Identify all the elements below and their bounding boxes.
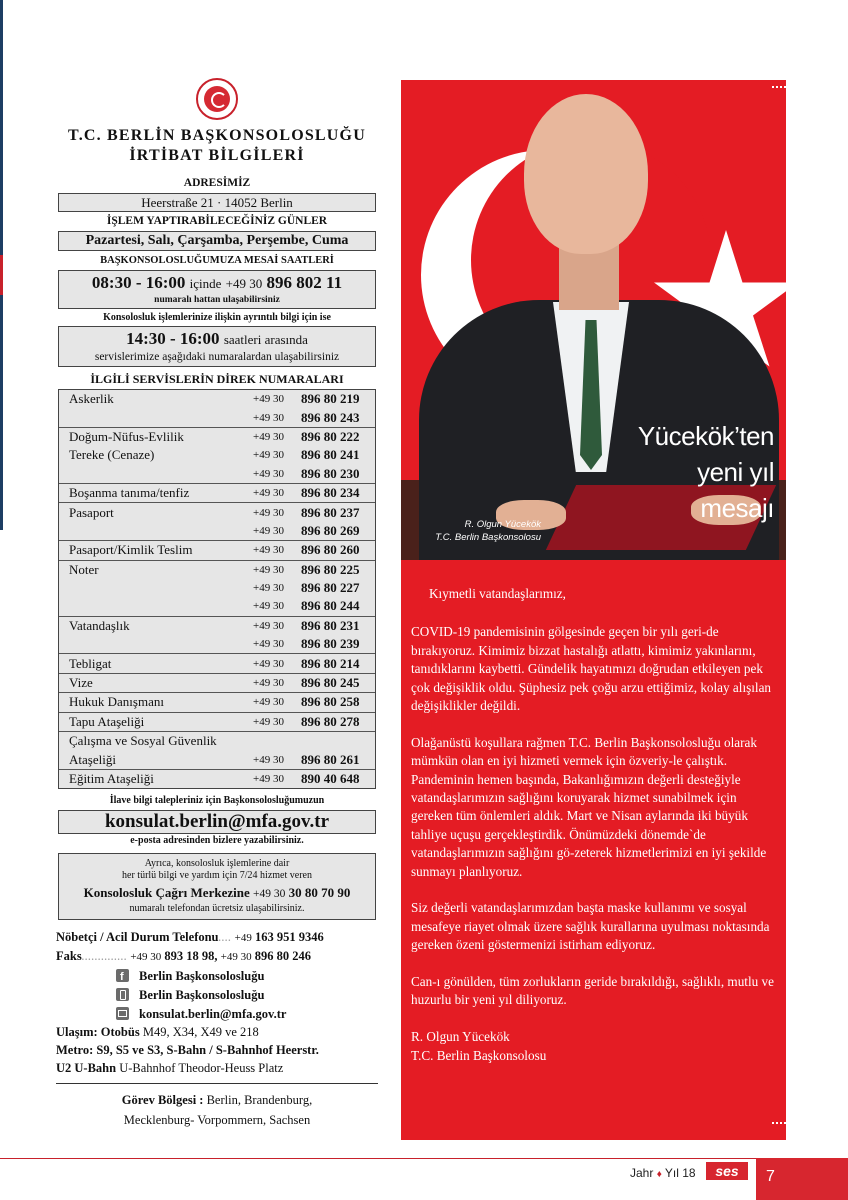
service-prefix: +49 30 xyxy=(253,677,284,690)
service-number[interactable]: 896 80 227 xyxy=(301,580,360,596)
letter-paragraph-1: COVID-19 pandemisinin gölgesinde geçen bir yılı geri-de bırakıyoruz. Kimimiz bizzat hastalığı atlattı, kimimiz yakınlarını, tanıdıklarını kaybetti. Gündelik hayatımızı doğrudan etkileyen pek çok değişiklik oldu. Şüphesiz pek çoğu arzu ettiğimiz, kolay alışılan değişiklikler değildi. xyxy=(411,624,772,714)
service-row xyxy=(69,484,373,502)
transit-block xyxy=(56,1023,378,1077)
service-prefix: +49 30 xyxy=(253,657,284,670)
address-value: Heerstraße 21 · 14052 Berlin xyxy=(141,195,293,210)
service-row xyxy=(69,732,373,750)
service-prefix: +49 30 xyxy=(253,430,284,443)
mobile-label[interactable]: Berlin Başkonsolosluğu xyxy=(139,987,265,1002)
fax-phone-2[interactable]: 896 80 246 xyxy=(254,949,312,964)
call-note: numaralı telefondan ücretsiz ulaşabilirsiniz. xyxy=(129,903,305,915)
letter-paragraph-2: Olağanüstü koşullara rağmen T.C. Berlin Başkonsolosluğu olarak mümkün olan en iyi hizmeti vermek için özveriy-le çalıştık. Pandeminin hemen başında, Bakanlığımızın değerli desteğiyle vatandaşlarımızın sağlığını koruyarak hizmet sunabilmek için gereken tüm önlemleri aldık. Mart ve Nisan aylarında iki büyük tahliye uçuşu gerçekleştirdik. Önümüzdeki dönemde`de vatandaşlarımızın sağlığını gö-zeterek hizmetlerimizi en iyi şekilde sunmayı planlıyoruz. xyxy=(411,734,767,879)
service-prefix: +49 30 xyxy=(253,524,284,537)
service-group xyxy=(59,390,375,428)
call-center-name: Konsolosluk Çağrı Merkezine xyxy=(83,885,250,901)
days-label: İŞLEM YAPTIRABİLECEĞİNİZ GÜNLER xyxy=(106,215,328,227)
service-number[interactable]: 896 80 225 xyxy=(301,561,360,577)
days-value: Pazartesi, Salı, Çarşamba, Perşembe, Cuma xyxy=(85,233,349,248)
service-group xyxy=(59,654,375,673)
fax-prefix-1: +49 30 xyxy=(130,951,162,964)
letter-body xyxy=(411,585,776,1065)
letter-signature-name: R. Olgun Yücekök xyxy=(411,1029,510,1045)
fax-label: Faks xyxy=(56,949,82,964)
footer-rule xyxy=(0,1158,848,1159)
detail-time: 14:30 - 16:00 xyxy=(126,329,220,348)
service-row xyxy=(69,635,373,653)
service-row xyxy=(69,561,373,579)
service-group xyxy=(59,693,375,712)
contact-info-column xyxy=(56,78,378,1130)
service-number[interactable]: 896 80 214 xyxy=(301,655,360,671)
service-group xyxy=(59,541,375,560)
envelope-icon xyxy=(116,1007,129,1020)
service-number[interactable]: 896 80 278 xyxy=(301,713,360,729)
fax-phone-1[interactable]: 893 18 98, xyxy=(164,949,218,964)
service-name: Doğum-Nüfus-Evlilik xyxy=(69,428,184,444)
service-row xyxy=(69,390,373,408)
hours-phone: 896 802 11 xyxy=(266,273,343,292)
emergency-dots: .... xyxy=(218,933,232,944)
service-prefix: +49 30 xyxy=(253,411,284,424)
email-row[interactable] xyxy=(56,1004,378,1023)
service-group xyxy=(59,617,375,655)
service-number[interactable]: 896 80 230 xyxy=(301,465,360,481)
hours-time: 08:30 - 16:00 xyxy=(91,273,186,292)
emergency-phone[interactable]: 163 951 9346 xyxy=(254,930,324,945)
service-prefix: +49 30 xyxy=(253,773,284,785)
service-group xyxy=(59,674,375,693)
service-group xyxy=(59,713,375,732)
service-row xyxy=(69,408,373,426)
transit-bus-label: Ulaşım: Otobüs xyxy=(56,1025,140,1040)
service-row xyxy=(69,597,373,615)
service-row xyxy=(69,503,373,521)
detail-box xyxy=(58,326,376,367)
service-number[interactable]: 896 80 245 xyxy=(301,675,360,691)
email-intro: İlave bilgi talepleriniz için Başkonsolosluğumuzun xyxy=(109,795,325,807)
address-box xyxy=(58,193,376,212)
service-row xyxy=(69,750,373,768)
transit-ubahn-stop: U-Bahnhof Theodor-Heuss Platz xyxy=(116,1061,284,1076)
service-name: Pasaport xyxy=(69,504,114,520)
transit-metro-label: Metro: xyxy=(56,1043,94,1058)
emergency-prefix: +49 xyxy=(234,932,252,945)
service-row xyxy=(69,579,373,597)
service-prefix: +49 30 xyxy=(253,582,284,595)
service-prefix: +49 30 xyxy=(253,600,284,613)
service-number[interactable]: 896 80 237 xyxy=(301,504,360,520)
service-row xyxy=(69,770,373,788)
caption-title: T.C. Berlin Başkonsolosu xyxy=(435,532,541,543)
service-row xyxy=(69,428,373,446)
service-name: Boşanma tanıma/tenfiz xyxy=(69,485,190,501)
call-line-1: Ayrıca, konsolosluk işlemlerine dair xyxy=(144,858,290,870)
headline-line-2: yeni yıl xyxy=(697,457,774,487)
service-row xyxy=(69,617,373,635)
transit-metro-lines: S9, S5 ve S3, S-Bahn / S-Bahnhof Heerstr. xyxy=(93,1043,319,1058)
service-name: Eğitim Ataşeliği xyxy=(69,771,154,786)
service-name: Çalışma ve Sosyal Güvenlik xyxy=(69,733,217,749)
letter-paragraph-3: Siz değerli vatandaşlarımızdan başta maske kullanımı ve sosyal mesafeye riayet olmak üzere sağlık kurallarına uyulması noktasında gereken özeni göstermenizi istirham ediyoruz. xyxy=(411,900,770,953)
service-number[interactable]: 896 80 258 xyxy=(301,694,360,710)
call-line-2: her türlü bilgi ve yardım için 7/24 hizmet veren xyxy=(122,870,312,882)
service-prefix: +49 30 xyxy=(253,449,284,462)
mobile-row[interactable] xyxy=(56,985,378,1004)
footer-bullet: ♦ xyxy=(656,1169,662,1180)
facebook-label[interactable]: Berlin Başkonsolosluğu xyxy=(139,968,265,983)
service-prefix: +49 30 xyxy=(253,467,284,480)
service-number[interactable]: 896 80 234 xyxy=(301,485,360,501)
service-number[interactable]: 896 80 222 xyxy=(301,428,360,444)
letter-signature-title: T.C. Berlin Başkonsolosu xyxy=(411,1047,547,1063)
ses-logo: ses xyxy=(706,1162,748,1180)
service-prefix: +49 30 xyxy=(253,715,284,728)
service-row xyxy=(69,693,373,711)
service-row xyxy=(69,522,373,540)
caption-name: R. Olgun Yücekök xyxy=(464,519,541,530)
service-name: Hukuk Danışmanı xyxy=(69,694,164,710)
service-name: Tebligat xyxy=(69,655,112,671)
hours-note: numaralı hattan ulaşabilirsiniz xyxy=(154,295,280,305)
service-prefix: +49 30 xyxy=(253,563,284,576)
email-box[interactable] xyxy=(58,810,376,834)
transit-bus-lines: M49, X34, X49 ve 218 xyxy=(139,1025,259,1040)
service-number[interactable]: 896 80 260 xyxy=(301,542,360,558)
consul-photo xyxy=(401,80,786,560)
contacts-block xyxy=(56,928,378,1023)
service-prefix: +49 30 xyxy=(253,506,284,519)
service-number[interactable]: 896 80 231 xyxy=(301,617,360,633)
call-phone[interactable]: 30 80 70 90 xyxy=(288,885,351,901)
service-row xyxy=(69,541,373,559)
title-line-2: İRTİBAT BİLGİLERİ xyxy=(129,147,305,164)
service-number[interactable]: 896 80 219 xyxy=(301,391,360,407)
letter-greeting: Kıymetli vatandaşlarımız, xyxy=(429,586,566,601)
hours-prefix: +49 30 xyxy=(225,276,263,291)
facebook-row[interactable] xyxy=(56,966,378,985)
service-group xyxy=(59,732,375,770)
service-name: Askerlik xyxy=(69,391,114,407)
hours-box xyxy=(58,270,376,309)
service-number[interactable]: 896 80 243 xyxy=(301,409,360,425)
headline-line-1: Yücekök’ten xyxy=(637,421,774,451)
service-row xyxy=(69,674,373,692)
service-group xyxy=(59,561,375,617)
fax-prefix-2: +49 30 xyxy=(220,951,252,964)
transit-ubahn-label: U2 U-Bahn xyxy=(56,1061,117,1076)
feature-panel xyxy=(401,80,786,1140)
service-prefix: +49 30 xyxy=(253,487,284,500)
email-note: e-posta adresinden bizlere yazabilirsiniz. xyxy=(130,835,304,847)
detail-intro: Konsolosluk işlemlerinize ilişkin ayrıntılı bilgi için ise xyxy=(103,312,331,323)
emergency-label: Nöbetçi / Acil Durum Telefonu xyxy=(56,930,219,945)
service-name: Vatandaşlık xyxy=(69,617,130,633)
letter-paragraph-4: Can-ı gönülden, tüm zorlukların geride bırakıldığı, sağlıklı, mutlu ve huzurlu bir yeni yıl diliyoruz. xyxy=(411,974,774,1008)
service-prefix: +49 30 xyxy=(253,753,284,766)
service-prefix: +49 30 xyxy=(253,696,284,709)
fax-dots: .............. xyxy=(81,952,128,963)
service-name: Ataşeliği xyxy=(69,751,116,767)
service-name: Noter xyxy=(69,561,99,577)
detail-note: servislerimize aşağıdaki numaralardan ulaşabilirsiniz xyxy=(94,351,340,363)
service-name: Tereke (Cenaze) xyxy=(69,447,155,463)
service-number[interactable]: 896 80 241 xyxy=(301,447,360,463)
page-number: 7 xyxy=(756,1158,848,1200)
region-label: Görev Bölgesi : xyxy=(121,1093,204,1108)
headline xyxy=(638,418,774,526)
region-block xyxy=(56,1083,378,1130)
services-table xyxy=(58,389,376,789)
call-center-box xyxy=(58,853,376,920)
email-link[interactable]: konsulat.berlin@mfa.gov.tr xyxy=(104,811,330,833)
hours-within: içinde xyxy=(189,276,222,291)
service-number[interactable]: 890 40 648 xyxy=(301,771,360,786)
service-group xyxy=(59,770,375,788)
service-number[interactable]: 896 80 244 xyxy=(301,598,360,614)
head xyxy=(524,94,648,254)
corner-dots-bottom xyxy=(772,1122,786,1132)
service-prefix: +49 30 xyxy=(253,393,284,406)
edge-strip-accent xyxy=(0,255,3,295)
service-number[interactable]: 896 80 269 xyxy=(301,522,360,538)
call-prefix: +49 30 xyxy=(252,888,286,901)
service-group xyxy=(59,503,375,541)
service-name: Pasaport/Kimlik Teslim xyxy=(69,542,193,558)
footer-yil: Yıl 18 xyxy=(664,1166,696,1180)
service-number[interactable]: 896 80 239 xyxy=(301,636,360,652)
service-group xyxy=(59,428,375,484)
address-label: ADRESİMİZ xyxy=(183,177,251,189)
service-row xyxy=(69,465,373,483)
service-row xyxy=(69,654,373,672)
days-box xyxy=(58,231,376,251)
service-prefix: +49 30 xyxy=(253,638,284,651)
region-line-1: Berlin, Brandenburg, xyxy=(203,1093,313,1108)
title-line-1: T.C. BERLİN BAŞKONSOLOSLUĞU xyxy=(68,127,366,144)
service-row xyxy=(69,713,373,731)
service-number[interactable]: 896 80 261 xyxy=(301,751,360,767)
service-prefix: +49 30 xyxy=(253,619,284,632)
service-name: Vize xyxy=(69,675,93,691)
service-row xyxy=(69,446,373,464)
headline-line-3: mesajı xyxy=(700,493,774,523)
detail-suffix: saatleri arasında xyxy=(223,332,308,347)
consulate-seal-icon xyxy=(196,78,238,120)
region-line-2: Mecklenburg- Vorpommern, Sachsen xyxy=(123,1113,311,1128)
footer-issue xyxy=(630,1166,696,1180)
mobile-icon xyxy=(116,988,129,1001)
hours-label: BAŞKONSOLOSLUĞUMUZA MESAİ SAATLERİ xyxy=(100,255,334,266)
facebook-icon xyxy=(116,969,129,982)
services-label: İLGİLİ SERVİSLERİN DİREK NUMARALARI xyxy=(90,372,344,386)
footer-jahr: Jahr xyxy=(630,1166,654,1180)
photo-caption xyxy=(431,518,541,544)
contact-email[interactable]: konsulat.berlin@mfa.gov.tr xyxy=(139,1006,287,1021)
service-group xyxy=(59,484,375,503)
service-prefix: +49 30 xyxy=(253,544,284,557)
service-name: Tapu Ataşeliği xyxy=(69,713,145,729)
